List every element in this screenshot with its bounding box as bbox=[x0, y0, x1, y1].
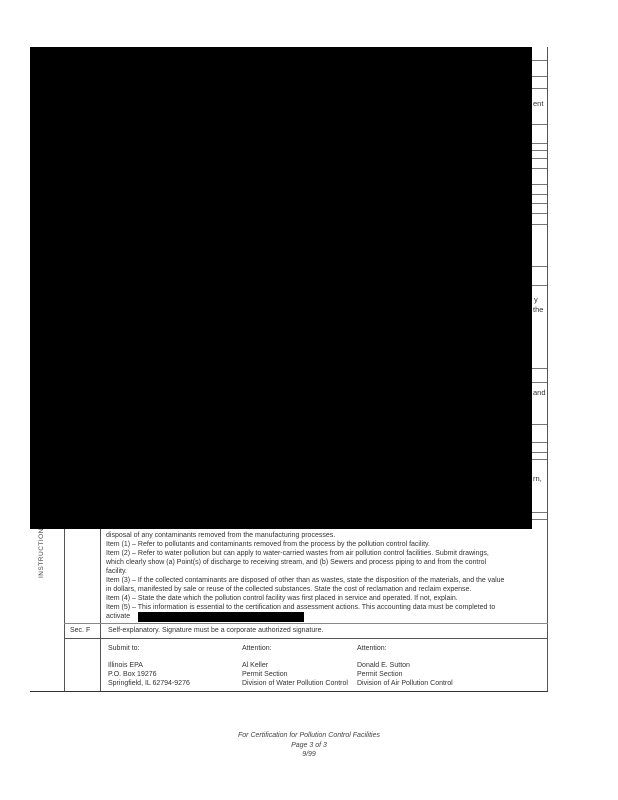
instruction-line: in dollars, manifested by sale or reuse of the collected substances. State the cost of reclamation and reclaim expense. bbox=[106, 586, 472, 593]
attention-name: Donald E. Sutton bbox=[357, 662, 410, 669]
left-column-rule bbox=[64, 529, 65, 692]
instruction-line: Item (2) – Refer to water pollution but can apply to water-carried wastes from air pollution control facilities. Submit drawings, bbox=[106, 550, 489, 557]
right-border bbox=[547, 47, 548, 692]
instruction-line: Item (3) – If the collected contaminants are disposed of other than as wastes, state the disposition of the materials, and the value bbox=[106, 577, 505, 584]
label-column-rule bbox=[100, 529, 101, 692]
sec-f-top-rule bbox=[64, 623, 548, 624]
footer-page: Page 3 of 3 bbox=[291, 742, 327, 749]
instruction-line: Item (5) – This information is essential to the certification and assessment actions. This accounting data must be completed to bbox=[106, 604, 496, 611]
footer-date: 9/99 bbox=[302, 751, 316, 758]
attention-label: Attention: bbox=[357, 645, 387, 652]
edge-fragment-ent: ent bbox=[533, 99, 544, 108]
form-bottom-rule bbox=[30, 691, 548, 692]
sec-f-text: Self-explanatory. Signature must be a corporate authorized signature. bbox=[108, 627, 324, 634]
attention-dept: Permit Section bbox=[242, 671, 288, 678]
attention-division: Division of Air Pollution Control bbox=[357, 680, 453, 687]
side-label: INSTRUCTION bbox=[38, 528, 45, 578]
attention-name: Al Keller bbox=[242, 662, 269, 669]
attention-dept: Permit Section bbox=[357, 671, 403, 678]
sec-f-bottom-rule bbox=[64, 638, 548, 639]
submit-city: Springfield, IL 62794-9276 bbox=[108, 680, 190, 687]
instruction-line: Item (4) – State the date which the pollution control facility was first placed in service and operated. If not, explain. bbox=[106, 595, 458, 602]
instruction-line: activate bbox=[106, 613, 131, 620]
instruction-line: Item (1) – Refer to pollutants and contaminants removed from the process by the pollution control facility. bbox=[106, 541, 430, 548]
attention-division: Division of Water Pollution Control bbox=[242, 680, 348, 687]
footer-title: For Certification for Pollution Control Facilities bbox=[238, 732, 380, 739]
instruction-line: which clearly show (a) Point(s) of discharge to receiving stream, and (b) Sewers and process piping to and from the control bbox=[106, 559, 487, 566]
edge-fragment-rn: rn, bbox=[533, 474, 542, 483]
redaction-block bbox=[30, 47, 532, 529]
edge-fragment-y: y bbox=[534, 295, 538, 304]
sec-f-label: Sec. F bbox=[70, 627, 91, 634]
redaction-bar bbox=[138, 612, 304, 622]
edge-fragment-and: and bbox=[533, 388, 546, 397]
submit-box: P.O. Box 19276 bbox=[108, 671, 157, 678]
instruction-line: facility. bbox=[106, 568, 127, 575]
instruction-line: disposal of any contaminants removed from the manufacturing processes. bbox=[106, 532, 336, 539]
edge-fragment-the: the bbox=[533, 305, 544, 314]
attention-label: Attention: bbox=[242, 645, 272, 652]
submit-org: Illinois EPA bbox=[108, 662, 143, 669]
submit-to-label: Submit to: bbox=[108, 645, 140, 652]
